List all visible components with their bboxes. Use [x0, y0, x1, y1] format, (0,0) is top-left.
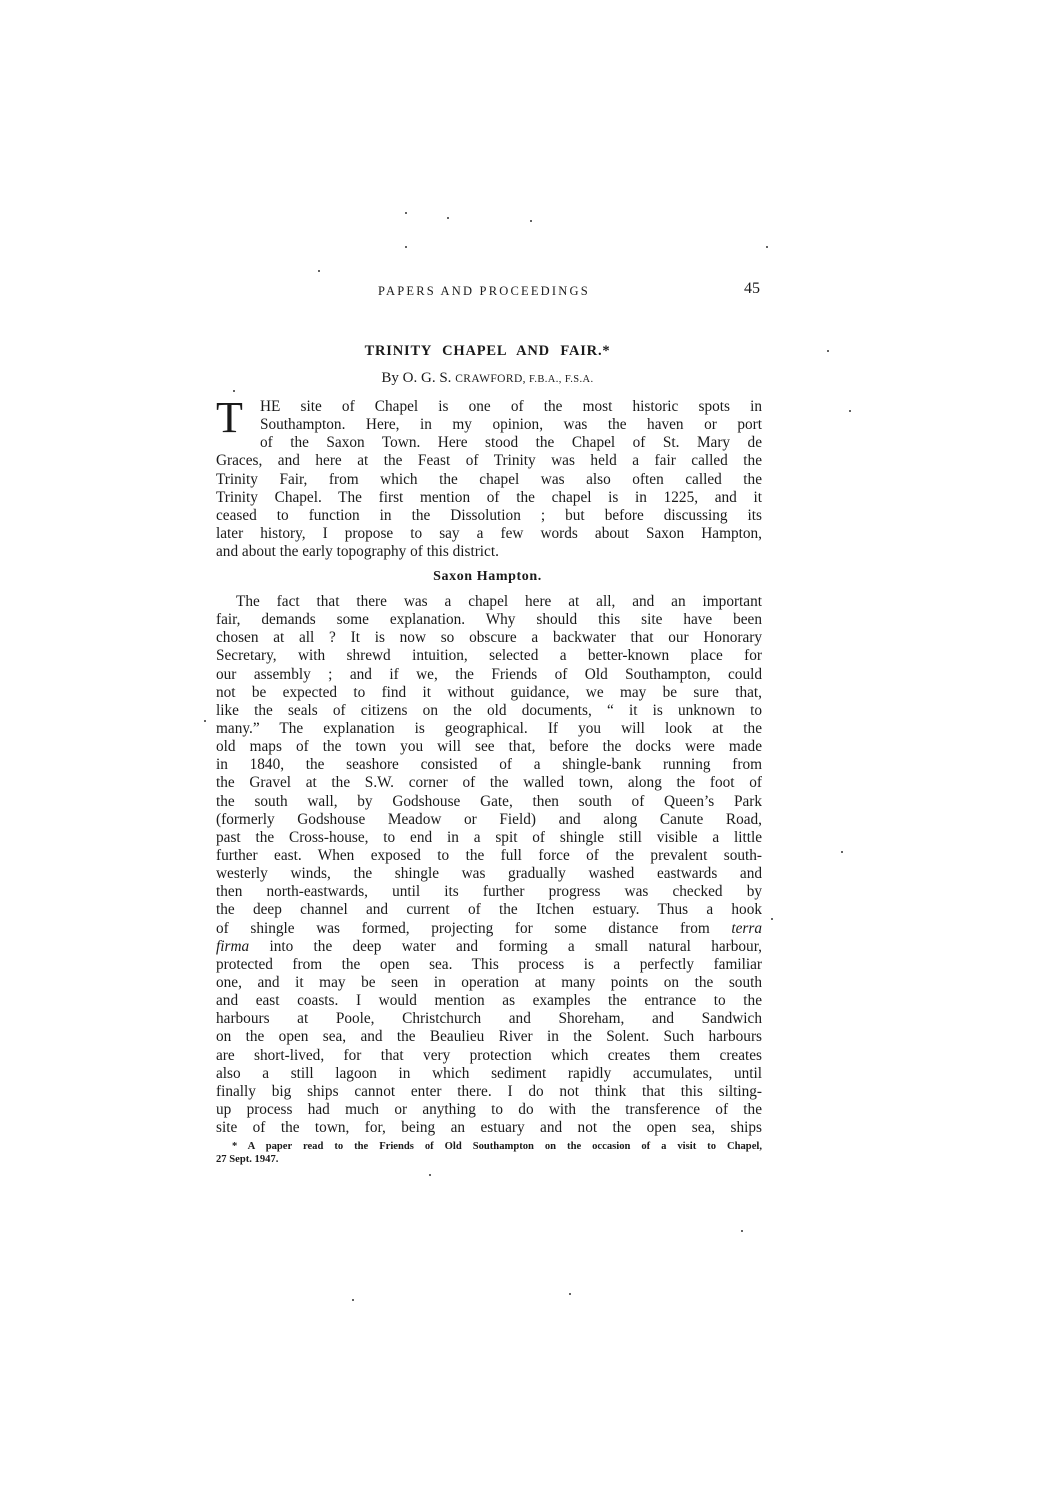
text-line: chosen at all ? It is now so obscure a backwater that our Honorary: [216, 629, 762, 647]
scan-speck: [405, 212, 407, 214]
text-line: Southampton. Here, in my opinion, was the haven or port: [260, 416, 762, 434]
text-line: westerly winds, the shingle was gradually washed eastwards and: [216, 865, 762, 883]
text-line: site of the town, for, being an estuary and not the open sea, ships: [216, 1119, 762, 1137]
text-line: the deep channel and current of the Itchen estuary. Thus a hook: [216, 901, 762, 919]
intro-paragraph: [216, 393, 762, 561]
scan-speck: [849, 410, 851, 412]
text-line: The fact that there was a chapel here at all, and an important: [236, 593, 762, 610]
section-heading: Saxon Hampton.: [433, 569, 542, 584]
text-line: also a still lagoon in which sediment rapidly accumulates, until: [216, 1064, 762, 1082]
running-title: PAPERS AND PROCEEDINGS: [378, 284, 590, 298]
text-line: [216, 920, 762, 938]
text-line: up process had much or anything to do with the transference of the: [216, 1100, 762, 1118]
text-line: the Gravel at the S.W. corner of the walled town, along the foot of: [216, 774, 762, 792]
scan-speck: [569, 1293, 571, 1295]
text-line: one, and it may be seen in operation at many points on the south: [216, 973, 762, 991]
text-line: HE site of Chapel is one of the most historic spots in: [260, 398, 762, 415]
text-line: past the Cross-house, to end in a spit of shingle still visible a little: [216, 828, 762, 846]
text-segment: into the deep water and forming a small natural harbour,: [249, 937, 762, 955]
footnote-line: 27 Sept. 1947.: [216, 1153, 279, 1165]
text-line: in 1840, the seashore consisted of a shingle-bank running from: [216, 756, 762, 774]
italic-term: firma: [216, 937, 250, 955]
article-title: TRINITY CHAPEL AND FAIR.*: [364, 343, 611, 359]
text-line: of the Saxon Town. Here stood the Chapel of St. Mary de: [260, 434, 762, 452]
text-segment: of shingle was formed, projecting for some distance from: [216, 919, 732, 937]
byline: [215, 370, 760, 387]
text-line: (formerly Godshouse Meadow or Field) and along Canute Road,: [216, 810, 762, 828]
text-line: old maps of the town you will see that, before the docks were made: [216, 738, 762, 756]
scan-speck: [766, 246, 768, 248]
scan-speck: [352, 1299, 354, 1301]
running-head: [215, 282, 760, 304]
scan-speck: [841, 851, 843, 853]
text-line: then north-eastwards, until its further progress was checked by: [216, 883, 762, 901]
scan-speck: [827, 350, 829, 352]
text-line: our assembly ; and if we, the Friends of Old Southampton, could: [216, 665, 762, 683]
scan-speck: [771, 918, 773, 920]
text-line: finally big ships cannot enter there. I do not think that this silting-: [216, 1082, 762, 1100]
drop-cap: T: [216, 393, 243, 442]
text-line: on the open sea, and the Beaulieu River in the Solent. Such harbours: [216, 1028, 762, 1046]
scan-speck: [741, 1230, 743, 1232]
text-line: many.” The explanation is geographical. If you will look at the: [216, 719, 762, 737]
page-number: 45: [744, 280, 760, 297]
text-line: harbours at Poole, Christchurch and Shoreham, and Sandwich: [216, 1010, 762, 1028]
scan-speck: [233, 390, 235, 392]
text-line: fair, demands some explanation. Why should this site have been: [216, 611, 762, 629]
scan-speck: [405, 246, 407, 248]
text-line: are short-lived, for that very protection which creates them creates: [216, 1046, 762, 1064]
text-line: and about the early topography of this district.: [216, 543, 499, 561]
text-line: Secretary, with shrewd intuition, selected a better-known place for: [216, 647, 762, 665]
scan-speck: [447, 217, 449, 219]
footnote-line: * A paper read to the Friends of Old Southampton on the occasion of a visit to Chapel,: [232, 1141, 762, 1152]
text-line: and east coasts. I would mention as examples the entrance to the: [216, 992, 762, 1010]
byline-prefix: By O. G. S.: [381, 370, 456, 386]
footnote: [216, 1141, 762, 1166]
scan-speck: [318, 270, 320, 272]
text-line: Trinity Chapel. The first mention of the chapel is in 1225, and it: [216, 488, 762, 506]
text-line: further east. When exposed to the full force of the prevalent south-: [216, 846, 762, 864]
byline-qualifications: F.B.A., F.S.A.: [525, 374, 594, 385]
text-line: later history, I propose to say a few words about Saxon Hampton,: [216, 524, 762, 542]
text-line: not be expected to find it without guidance, we may be sure that,: [216, 683, 762, 701]
text-line: ceased to function in the Dissolution ; but before discussing its: [216, 506, 762, 524]
scan-speck: [530, 220, 532, 222]
italic-term: terra: [731, 919, 762, 937]
scan-speck: [429, 1174, 431, 1176]
text-line: the south wall, by Godshouse Gate, then south of Queen’s Park: [216, 792, 762, 810]
byline-author: CRAWFORD,: [455, 373, 526, 385]
text-line: [216, 938, 762, 956]
scan-speck: [204, 720, 206, 722]
text-line: Graces, and here at the Feast of Trinity was held a fair called the: [216, 452, 762, 470]
text-line: Trinity Fair, from which the chapel was also often called the: [216, 470, 762, 488]
text-line: protected from the open sea. This process is a perfectly familiar: [216, 955, 762, 973]
text-line: like the seals of citizens on the old documents, “ it is unknown to: [216, 701, 762, 719]
section-paragraph: [216, 593, 762, 1137]
